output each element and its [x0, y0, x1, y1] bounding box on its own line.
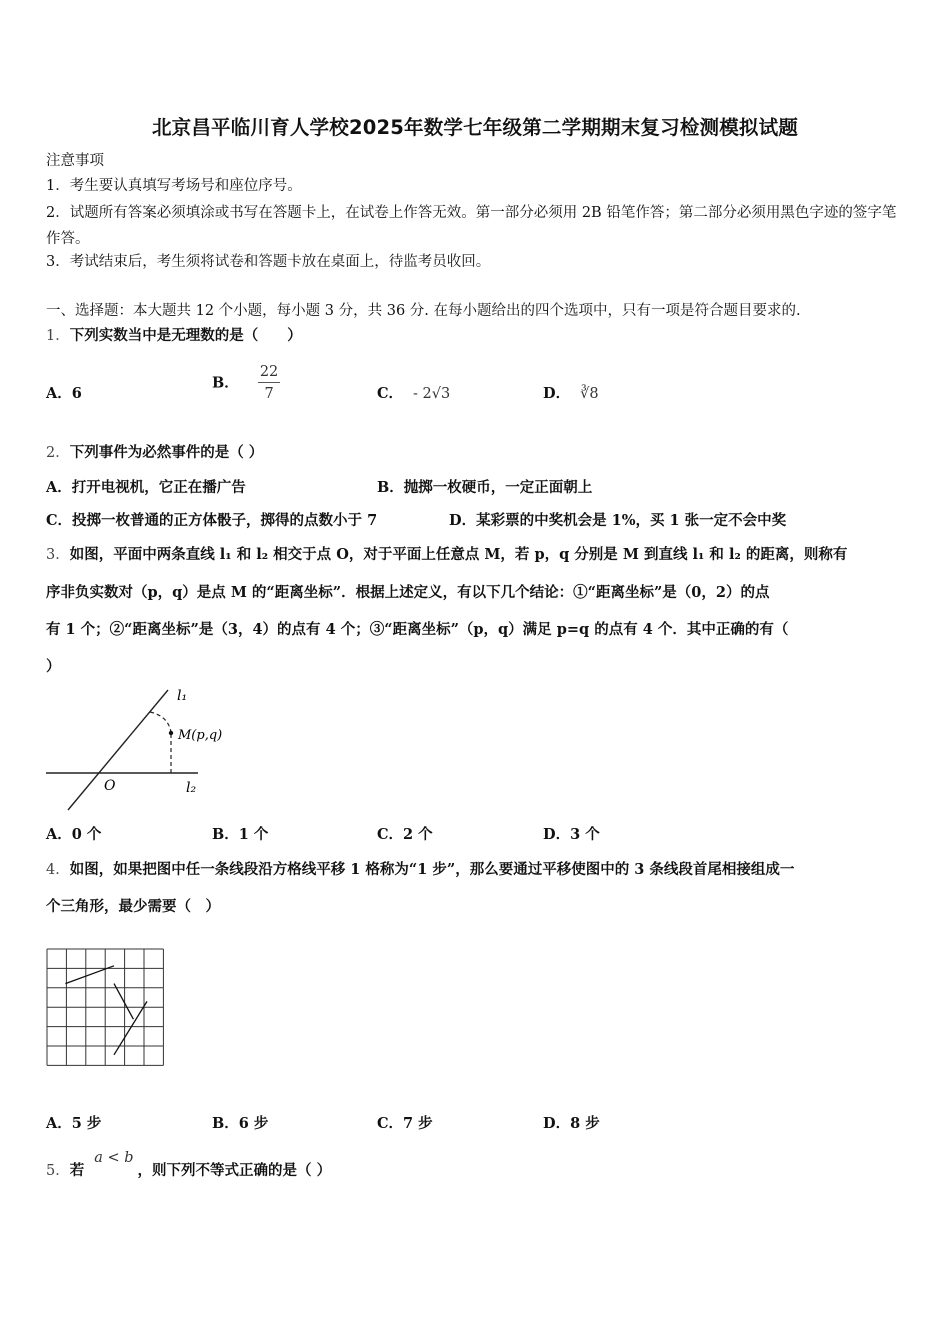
label-l1: l₁: [177, 688, 188, 704]
question-number: 1．: [46, 328, 70, 344]
label-l2: l₂: [186, 780, 197, 796]
q2-option-c: C．投掷一枚普通的正方体骰子，掷得的点数小于 7: [46, 512, 378, 529]
question-2: [46, 442, 906, 464]
notice-item-2: 2．试题所有答案必须填涂或书写在答题卡上，在试卷上作答无效。第一部分必须用 2B 铅笔作答；第二部分必须用黑色字迹的签字笔作答。: [46, 205, 897, 247]
question-3-line-3: 有 1 个；②“距离坐标”是（3，4）的点有 4 个；③“距离坐标”（p，q）满足 p=q 的点有 4 个．其中正确的有（: [46, 621, 789, 638]
point-m: [169, 731, 173, 735]
q1-option-c: [377, 383, 450, 405]
question-number: 5．: [46, 1163, 70, 1179]
q4-option-b: B．6 步: [212, 1115, 269, 1132]
option-label: A．: [46, 385, 72, 402]
segment-3: [114, 1001, 147, 1054]
question-text-post: ，则下列不等式正确的是（ ）: [137, 1162, 332, 1179]
option-value: 6: [71, 385, 82, 402]
grid-lines: [47, 949, 163, 1065]
q3-option-b: B．1 个: [212, 826, 269, 843]
question-number: 2．: [46, 445, 70, 461]
question-text: 如图，如果把图中任一条线段沿方格线平移 1 格称为“1 步”，那么要通过平移使图中的 3 条线段首尾相接组成一: [69, 861, 795, 878]
fraction-denominator: 7: [264, 386, 274, 402]
q4-option-a: A．5 步: [46, 1115, 102, 1132]
question-stem: 下列事件为必然事件的是（ ）: [69, 444, 264, 461]
perpendicular-to-l1: [150, 712, 171, 732]
page-title: 北京昌平临川育人学校2025年数学七年级第二学期期末复习检测模拟试题: [151, 116, 799, 139]
fraction-numerator: 22: [258, 362, 280, 383]
q3-option-d: D．3 个: [543, 826, 600, 843]
question-text: 如图，平面中两条直线 l₁ 和 l₂ 相交于点 O，对于平面上任意点 M，若 p，q 分别是 M 到直线 l₁ 和 l₂ 的距离，则称有: [69, 546, 848, 563]
question-number: 4．: [46, 862, 70, 878]
line-l1: [68, 690, 168, 810]
q2-option-d: D．某彩票的中奖机会是 1%，买 1 张一定不会中奖: [449, 512, 787, 529]
fraction: [258, 362, 280, 405]
question-3-line-4: ）: [46, 658, 61, 675]
distance-coordinate-figure: [40, 684, 240, 814]
option-value: - 2√3: [413, 386, 451, 402]
q1-option-a: [46, 383, 82, 405]
label-m: M(p,q): [178, 728, 223, 743]
grid-figure: [46, 948, 170, 1070]
question-number: 3．: [46, 547, 70, 563]
notice-heading: 注意事项: [46, 153, 104, 169]
question-stem: 下列实数当中是无理数的是（ ）: [69, 327, 302, 344]
question-5: [46, 1150, 906, 1182]
question-3-line-2: 序非负实数对（p，q）是点 M 的“距离坐标”．根据上述定义，有以下几个结论：①“距离坐标”是（0，2）的点: [46, 584, 770, 601]
segment-2: [114, 984, 133, 1020]
q1-option-b: [212, 362, 280, 405]
question-3-line-1: [46, 544, 906, 566]
q2-option-b: B．抛掷一枚硬币，一定正面朝上: [377, 479, 593, 496]
condition-math: a < b: [94, 1150, 134, 1166]
question-text-pre: 若: [69, 1162, 85, 1179]
option-label: C．: [377, 385, 404, 402]
question-4-line-2: 个三角形，最少需要（ ）: [46, 898, 220, 915]
q1-option-d: [543, 383, 599, 405]
q3-option-c: C．2 个: [377, 826, 433, 843]
q4-option-c: C．7 步: [377, 1115, 433, 1132]
notice-item-1: 1．考生要认真填写考场号和座位序号。: [46, 178, 302, 194]
section-heading: 一、选择题：本大题共 12 个小题，每小题 3 分，共 36 分. 在每小题给出的四个选项中，只有一项是符合题目要求的.: [46, 303, 801, 319]
question-1: [46, 325, 906, 347]
notice-item-3: 3．考试结束后，考生须将试卷和答题卡放在桌面上，待监考员收回。: [46, 254, 491, 270]
q2-option-a: A．打开电视机，它正在播广告: [46, 479, 246, 496]
q3-option-a: A．0 个: [46, 826, 102, 843]
option-value: ∛8: [580, 386, 599, 402]
option-label: D．: [543, 385, 571, 402]
option-label: B．: [212, 374, 239, 392]
q4-option-d: D．8 步: [543, 1115, 600, 1132]
label-o: O: [104, 778, 116, 794]
question-4-line-1: [46, 859, 906, 881]
